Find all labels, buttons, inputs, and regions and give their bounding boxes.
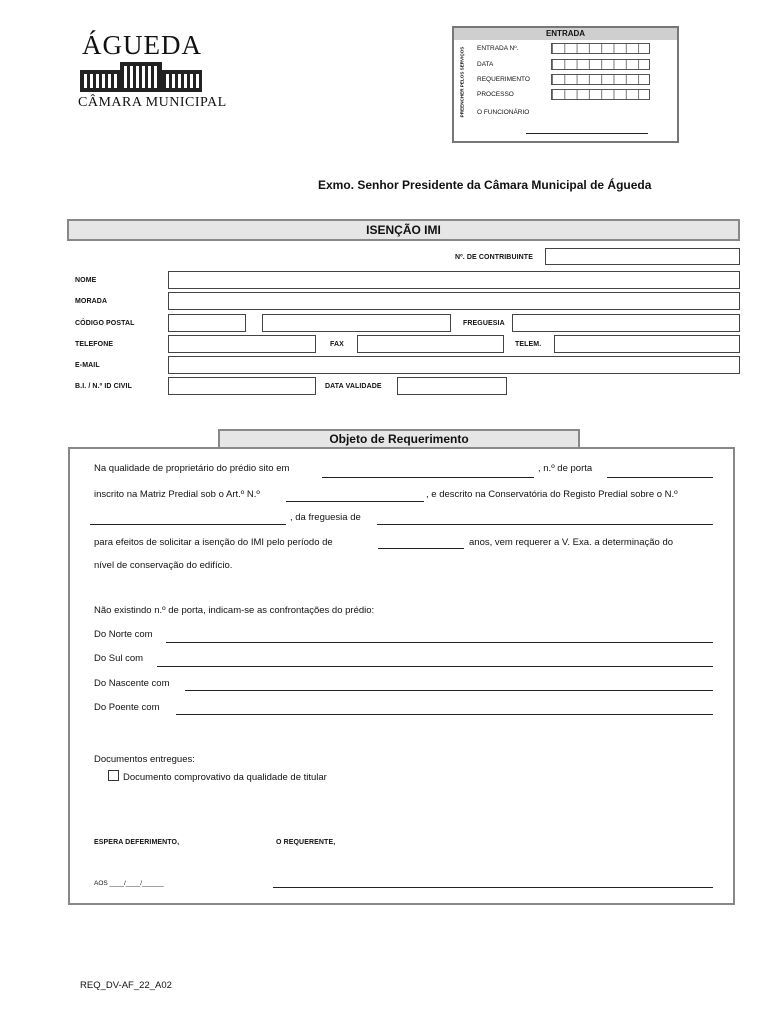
predio-sito-input[interactable] xyxy=(322,477,534,478)
checkbox[interactable] xyxy=(108,770,119,781)
data-field-label: DATA xyxy=(477,61,494,68)
porta-input[interactable] xyxy=(607,477,713,478)
conservacao-text: nível de conservação do edifício. xyxy=(94,560,233,571)
nascente-input[interactable] xyxy=(185,690,713,691)
freguesia-text: , da freguesia de xyxy=(290,512,361,523)
espera-deferimento: ESPERA DEFERIMENTO, xyxy=(94,839,180,846)
telefone-input[interactable] xyxy=(168,335,316,353)
periodo-text: para efeitos de solicitar a isenção do IMI pelo período de xyxy=(94,537,333,548)
freguesia-label: FREGUESIA xyxy=(463,320,505,327)
validade-label: DATA VALIDADE xyxy=(325,383,382,390)
fax-input[interactable] xyxy=(357,335,504,353)
poente-input[interactable] xyxy=(176,714,713,715)
town-hall-icon xyxy=(80,62,202,92)
telem-input[interactable] xyxy=(554,335,740,353)
email-input[interactable] xyxy=(168,356,740,374)
requerimento-input[interactable] xyxy=(551,74,650,85)
entrada-number-input[interactable] xyxy=(551,43,650,54)
matriz-text: inscrito na Matriz Predial sob o Art.º N.º xyxy=(94,489,260,500)
processo-input[interactable] xyxy=(551,89,650,100)
logo-title: ÁGUEDA xyxy=(82,30,202,60)
logo-subtitle: CÂMARA MUNICIPAL xyxy=(78,95,227,110)
funcionario-field-label: O FUNCIONÁRIO xyxy=(477,109,530,116)
freguesia-input[interactable] xyxy=(512,314,740,332)
doc-comprovativo-label: Documento comprovativo da qualidade de titular xyxy=(123,772,327,783)
funcionario-signature-line[interactable] xyxy=(526,133,648,134)
poente-label: Do Poente com xyxy=(94,702,160,713)
proprietario-text: Na qualidade de proprietário do prédio sito em xyxy=(94,463,290,474)
form-code: REQ_DV-AF_22_A02 xyxy=(80,980,172,991)
anos-text: anos, vem requerer a V. Exa. a determinação do xyxy=(469,537,674,548)
artigo-input[interactable] xyxy=(286,501,424,502)
contribuinte-input[interactable] xyxy=(545,248,740,265)
contribuinte-label: Nº. DE CONTRIBUINTE xyxy=(455,254,533,261)
section-title-isencao: ISENÇÃO IMI xyxy=(67,219,740,241)
freguesia-predio-input[interactable] xyxy=(377,524,713,525)
conservatoria-text: , e descrito na Conservatória do Registo Predial sobre o N.º xyxy=(426,489,678,500)
requerimento-field-label: REQUERIMENTO xyxy=(477,76,530,83)
codigo-postal-label: CÓDIGO POSTAL xyxy=(75,320,135,327)
bi-input[interactable] xyxy=(168,377,316,395)
addressee: Exmo. Senhor Presidente da Câmara Municipal de Águeda xyxy=(318,178,652,192)
nascente-label: Do Nascente com xyxy=(94,678,170,689)
registo-numero-input[interactable] xyxy=(90,524,286,525)
norte-input[interactable] xyxy=(166,642,713,643)
bi-label: B.I. / N.º ID CIVIL xyxy=(75,383,132,390)
processo-field-label: PROCESSO xyxy=(477,91,514,98)
validade-input[interactable] xyxy=(397,377,507,395)
telefone-label: TELEFONE xyxy=(75,341,114,348)
telem-label: TELEM. xyxy=(515,341,542,348)
nome-label: NOME xyxy=(75,277,97,284)
morada-input[interactable] xyxy=(168,292,740,310)
email-label: E-MAIL xyxy=(75,362,100,369)
norte-label: Do Norte com xyxy=(94,629,153,640)
nome-input[interactable] xyxy=(168,271,740,289)
entrada-field-label: ENTRADA Nº. xyxy=(477,45,519,52)
periodo-input[interactable] xyxy=(378,548,464,549)
morada-label: MORADA xyxy=(75,298,108,305)
sul-label: Do Sul com xyxy=(94,653,144,664)
requerente-label: O REQUERENTE, xyxy=(276,839,336,846)
services-vertical-label: PREENCHER PELOS SERVIÇOS xyxy=(459,46,465,118)
entrada-heading: ENTRADA xyxy=(454,28,677,40)
doc-comprovativo-item[interactable] xyxy=(108,770,327,783)
localidade-input[interactable] xyxy=(262,314,451,332)
objeto-frame xyxy=(68,447,735,905)
confrontacoes-intro: Não existindo n.º de porta, indicam-se as confrontações do prédio: xyxy=(94,605,375,616)
requerente-signature-line[interactable] xyxy=(273,887,713,888)
sul-input[interactable] xyxy=(157,666,713,667)
codigo-postal-input[interactable] xyxy=(168,314,246,332)
section-title-objeto: Objeto de Requerimento xyxy=(218,429,580,449)
documentos-title: Documentos entregues: xyxy=(94,754,195,765)
fax-label: FAX xyxy=(330,341,344,348)
porta-text: , n.º de porta xyxy=(538,463,593,474)
aos-date[interactable]: AOS ____/____/______ xyxy=(94,880,164,887)
data-input[interactable] xyxy=(551,59,650,70)
